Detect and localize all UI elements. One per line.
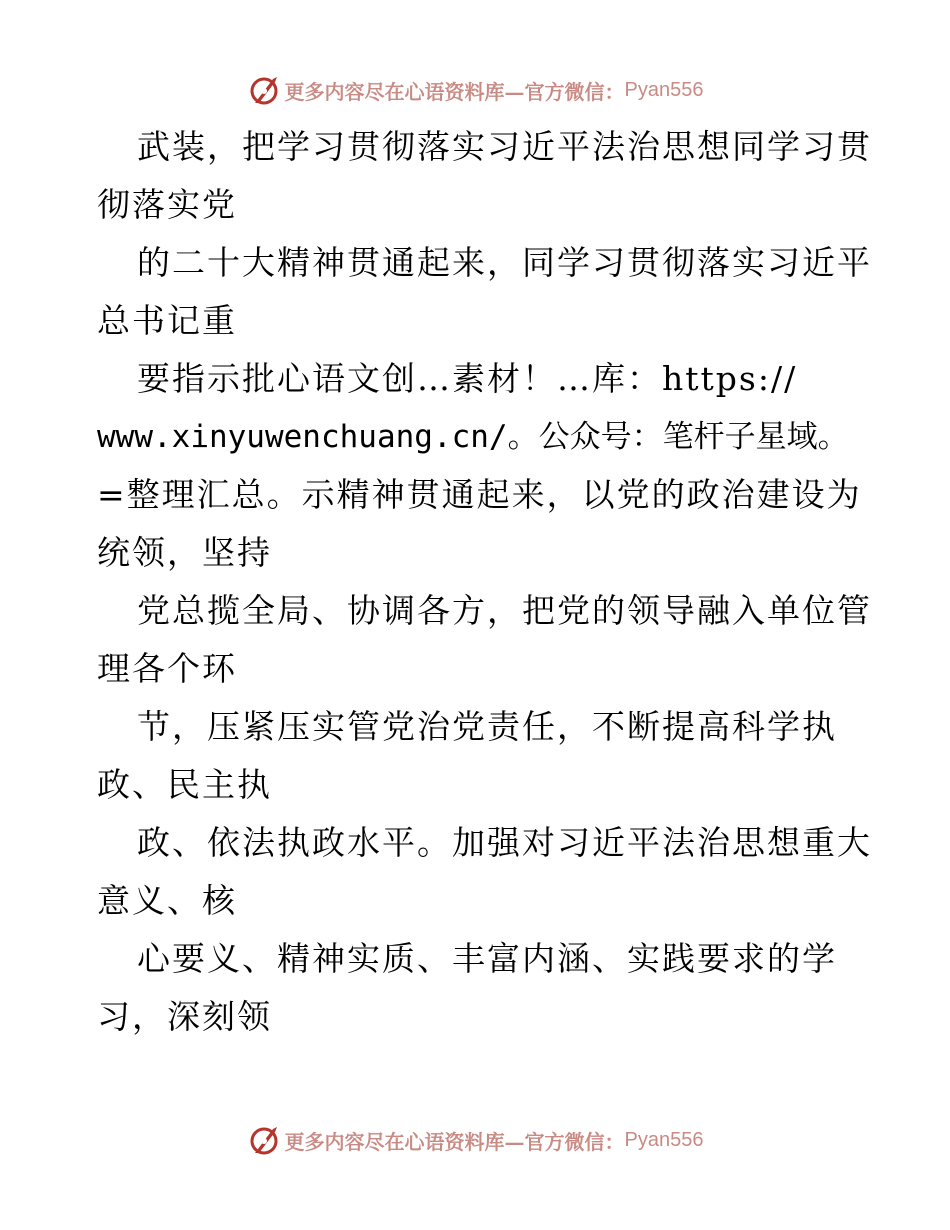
footer-banner (0, 1120, 950, 1160)
body-line: 节，压紧压实管党治党责任，不断提高科学执 (137, 707, 837, 746)
body-line: 总书记重 (97, 301, 237, 340)
footer-banner-text: 更多内容尽在心语资料库—官方微信： (284, 1129, 625, 1154)
header-banner-wechat: Pyan556 (624, 78, 704, 101)
body-line: 心要义、精神实质、丰富内涵、实践要求的学 (137, 939, 837, 978)
header-banner-text: 更多内容尽在心语资料库—官方微信： (284, 79, 625, 104)
body-line: =整理汇总。示精神贯通起来，以党的政治建设为 (97, 475, 862, 514)
footer-banner-wechat: Pyan556 (624, 1128, 704, 1151)
body-line: 意义、核 (97, 881, 237, 920)
body-line: 政、民主执 (97, 765, 272, 804)
header-banner (0, 70, 950, 110)
body-line: 习，深刻领 (97, 997, 272, 1036)
body-line: 彻落实党 (97, 185, 237, 224)
quill-pen-logo-icon (247, 1123, 281, 1157)
body-line: 理各个环 (97, 649, 237, 688)
body-line: 政、依法执政水平。加强对习近平法治思想重大 (137, 823, 872, 862)
body-line: 党总揽全局、协调各方，把党的领导融入单位管 (137, 591, 872, 630)
body-line: 要指示批心语文创…素材！…库：https:// (137, 359, 798, 398)
document-body (97, 118, 872, 1046)
body-line: 武装，把学习贯彻落实习近平法治思想同学习贯 (137, 127, 872, 166)
body-line: 统领，坚持 (97, 533, 272, 572)
body-line-url: www.xinyuwenchuang.cn/。公众号：笔杆子星域。 (97, 419, 849, 455)
quill-pen-logo-icon (247, 73, 281, 107)
body-line: 的二十大精神贯通起来，同学习贯彻落实习近平 (137, 243, 872, 282)
